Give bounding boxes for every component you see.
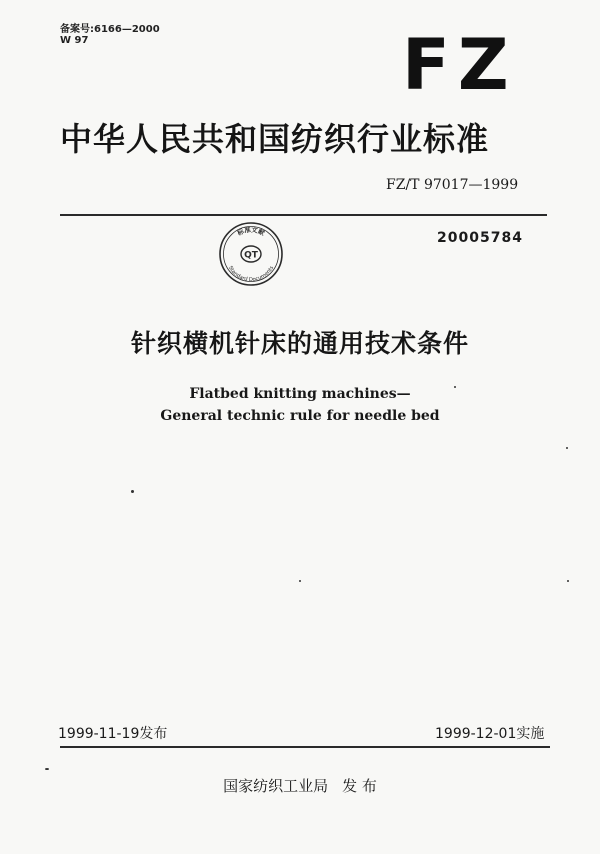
stamp-top-text: 标准文献 — [236, 225, 266, 238]
scan-speck — [566, 447, 568, 449]
publisher-org: 国家纺织工业局 — [223, 777, 329, 795]
issue-date: 1999-11-19发布 — [58, 726, 168, 742]
scan-speck — [454, 386, 456, 388]
filing-info — [60, 24, 160, 46]
title-chinese: 针织横机针床的通用技术条件 — [130, 329, 469, 358]
top-divider — [60, 214, 547, 216]
stamp-seal-icon — [217, 220, 285, 288]
classification-code: W 97 — [60, 35, 89, 46]
title-english-line-1: Flatbed knitting machines— — [189, 386, 411, 402]
scan-speck — [299, 580, 301, 582]
scan-speck — [45, 768, 49, 770]
standard-code: FZ/T 97017—1999 — [386, 177, 519, 193]
bottom-divider — [60, 746, 550, 748]
record-number: 备案号:6166—2000 — [60, 24, 160, 35]
title-english — [0, 383, 600, 427]
stamp-bottom-text: Standard Documents — [226, 265, 276, 284]
implementation-date: 1999-12-01实施 — [435, 726, 545, 742]
publisher-line — [0, 776, 600, 796]
serial-number: 20005784 — [437, 230, 523, 246]
scan-speck — [567, 580, 569, 582]
fz-mark: FZ — [402, 24, 517, 106]
scan-speck — [131, 490, 134, 493]
standard-name: 中华人民共和国纺织行业标准 — [60, 120, 490, 158]
title-english-line-2: General technic rule for needle bed — [160, 408, 440, 424]
publisher-action: 发 布 — [342, 777, 377, 795]
library-stamp — [217, 220, 285, 288]
stamp-center-text: QT — [244, 250, 258, 261]
